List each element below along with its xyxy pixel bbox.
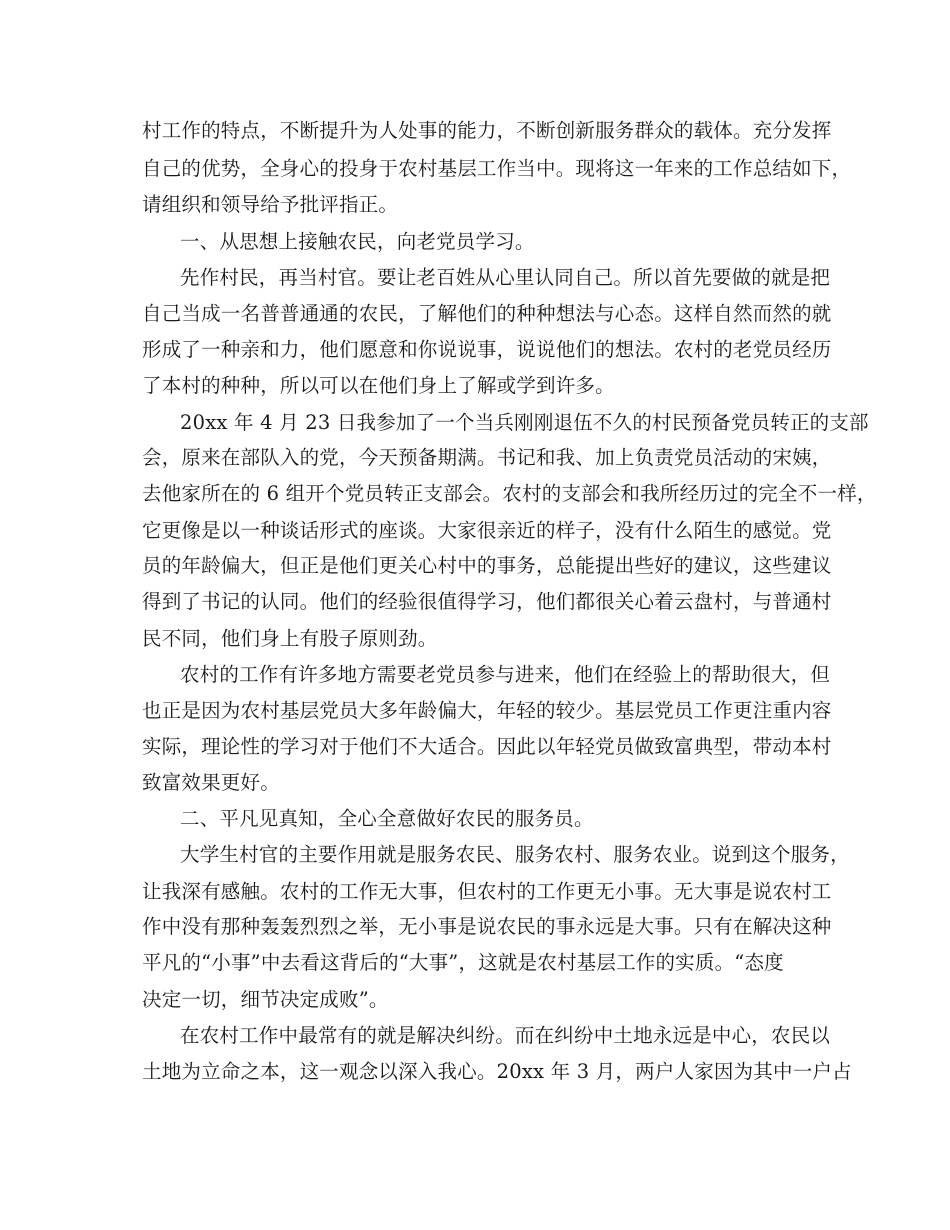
text-line: 让我深有感触。农村的工作无大事，但农村的工作更无小事。无大事是说农村工 — [142, 880, 832, 903]
text-line: 致富效果更好。 — [142, 771, 280, 794]
text-line: 农村的工作有许多地方需要老党员参与进来，他们在经验上的帮助很大，但 — [180, 663, 831, 686]
text-line: 会，原来在部队入的党，今天预备期满。书记和我、加上负责党员活动的宋姨， — [142, 446, 832, 469]
section-heading: 一、从思想上接触农民，向老党员学习。 — [180, 230, 535, 253]
text-line: 平凡的“小事”中去看这背后的“大事”，这就是农村基层工作的实质。“态度 — [142, 951, 784, 974]
section-heading: 二、平凡见真知，全心全意做好农民的服务员。 — [180, 807, 594, 830]
text-line: 实际，理论性的学习对于他们不大适合。因此以年轻党员做致富典型，带动本村 — [142, 735, 832, 758]
text-line: 土地为立命之本，这一观念以深入我心。20xx 年 3 月，两户人家因为其中一户占 — [142, 1060, 852, 1083]
text-line: 也正是因为农村基层党员大多年龄偏大，年轻的较少。基层党员工作更注重内容 — [142, 699, 832, 722]
text-line: 决定一切，细节决定成败”。 — [142, 988, 389, 1011]
text-line: 去他家所在的 6 组开个党员转正支部会。农村的支部会和我所经历过的完全不一样， — [142, 482, 877, 505]
text-line: 村工作的特点，不断提升为人处事的能力，不断创新服务群众的载体。充分发挥 — [142, 119, 832, 142]
text-line: 20xx 年 4 月 23 日我参加了一个当兵刚刚退伍不久的村民预备党员转正的支部 — [180, 411, 869, 434]
text-line: 自己当成一名普普通通的农民，了解他们的种种想法与心态。这样自然而然的就 — [142, 302, 832, 325]
text-line: 在农村工作中最常有的就是解决纠纷。而在纠纷中土地永远是中心，农民以 — [180, 1024, 831, 1047]
text-line: 请组织和领导给予批评指正。 — [142, 193, 399, 216]
text-line: 形成了一种亲和力，他们愿意和你说说事，说说他们的想法。农村的老党员经历 — [142, 338, 832, 361]
text-line: 先作村民，再当村官。要让老百姓从心里认同自己。所以首先要做的就是把 — [180, 266, 831, 289]
text-line: 作中没有那种轰轰烈烈之举，无小事是说农民的事永远是大事。只有在解决这种 — [142, 915, 832, 938]
text-line: 它更像是以一种谈话形式的座谈。大家很亲近的样子，没有什么陌生的感觉。党 — [142, 519, 832, 542]
text-line: 大学生村官的主要作用就是服务农民、服务农村、服务农业。说到这个服务， — [180, 843, 850, 866]
text-line: 自己的优势，全身心的投身于农村基层工作当中。现将这一年来的工作总结如下， — [142, 157, 852, 180]
text-line: 民不同，他们身上有股子原则劲。 — [142, 627, 438, 650]
text-line: 得到了书记的认同。他们的经验很值得学习，他们都很关心着云盘村，与普通村 — [142, 590, 832, 613]
text-line: 员的年龄偏大，但正是他们更关心村中的事务，总能提出些好的建议，这些建议 — [142, 554, 832, 577]
text-line: 了本村的种种，所以可以在他们身上了解或学到许多。 — [142, 374, 615, 397]
